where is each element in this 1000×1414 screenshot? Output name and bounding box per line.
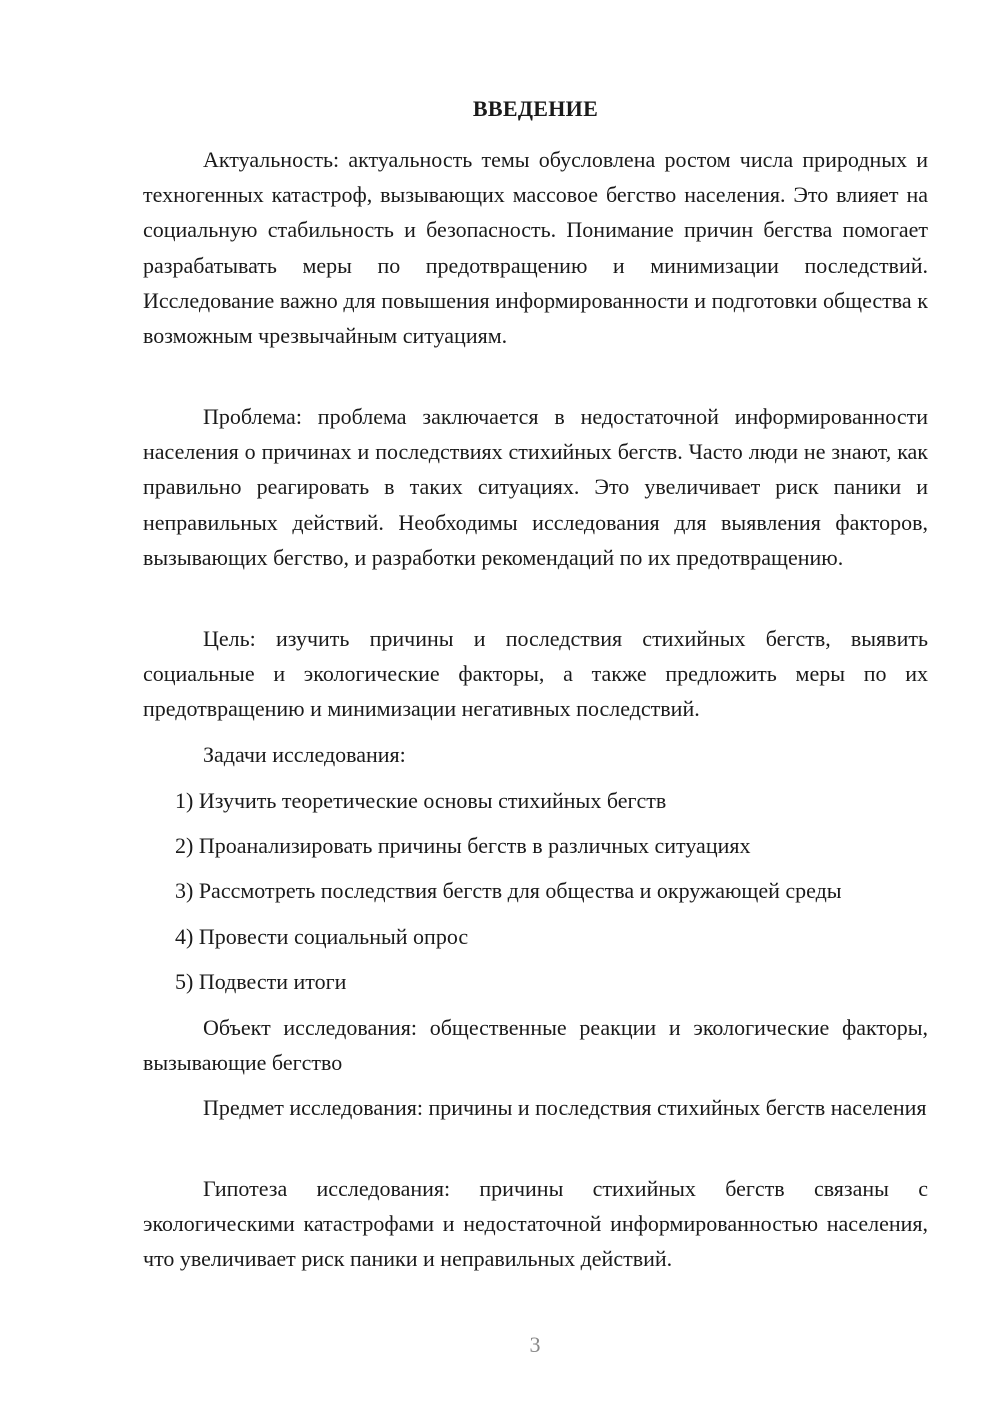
task-item-3: 3) Рассмотреть последствия бегств для общества и окружающей среды xyxy=(175,878,842,903)
tasks-heading: Задачи исследования: xyxy=(203,742,406,767)
page-number: 3 xyxy=(529,1332,541,1357)
goal-paragraph: Цель: изучить причины и последствия стихийных бегств, выявить социальные и экологические факторы, а также предложить меры по их предотвращению и минимизации негативных последствий. xyxy=(143,626,928,722)
object-paragraph: Объект исследования: общественные реакции и экологические факторы, вызывающие бегство xyxy=(143,1015,928,1076)
task-item-4: 4) Провести социальный опрос xyxy=(175,924,469,949)
relevance-paragraph: Актуальность: актуальность темы обусловлена ростом числа природных и техногенных катастроф, вызывающих массовое бегство населения. Это влияет на социальную стабильность и безопасность. Понимание причин бегства помогает разрабатывать меры по предотвращению и минимизации последствий. Исследование важно для повышения информированности и подготовки общества к возможным чрезвычайным ситуациям. xyxy=(143,147,928,349)
task-item-5: 5) Подвести итоги xyxy=(175,969,347,994)
subject-paragraph: Предмет исследования: причины и последствия стихийных бегств населения xyxy=(203,1095,927,1120)
task-item-2: 2) Проанализировать причины бегств в различных ситуациях xyxy=(175,833,751,858)
task-item-1: 1) Изучить теоретические основы стихийных бегств xyxy=(175,788,667,813)
hypothesis-paragraph: Гипотеза исследования: причины стихийных бегств связаны с экологическими катастрофами и недостаточной информированностью населения, что увеличивает риск паники и неправильных действий. xyxy=(143,1176,928,1272)
problem-paragraph: Проблема: проблема заключается в недостаточной информированности населения о причинах и последствиях стихийных бегств. Часто люди не знают, как правильно реагировать в таких ситуациях. Это увеличивает риск паники и неправильных действий. Необходимы исследования для выявления факторов, вызывающих бегство, и разработки рекомендаций по их предотвращению. xyxy=(143,404,928,570)
page-title: ВВЕДЕНИЕ xyxy=(472,96,599,121)
